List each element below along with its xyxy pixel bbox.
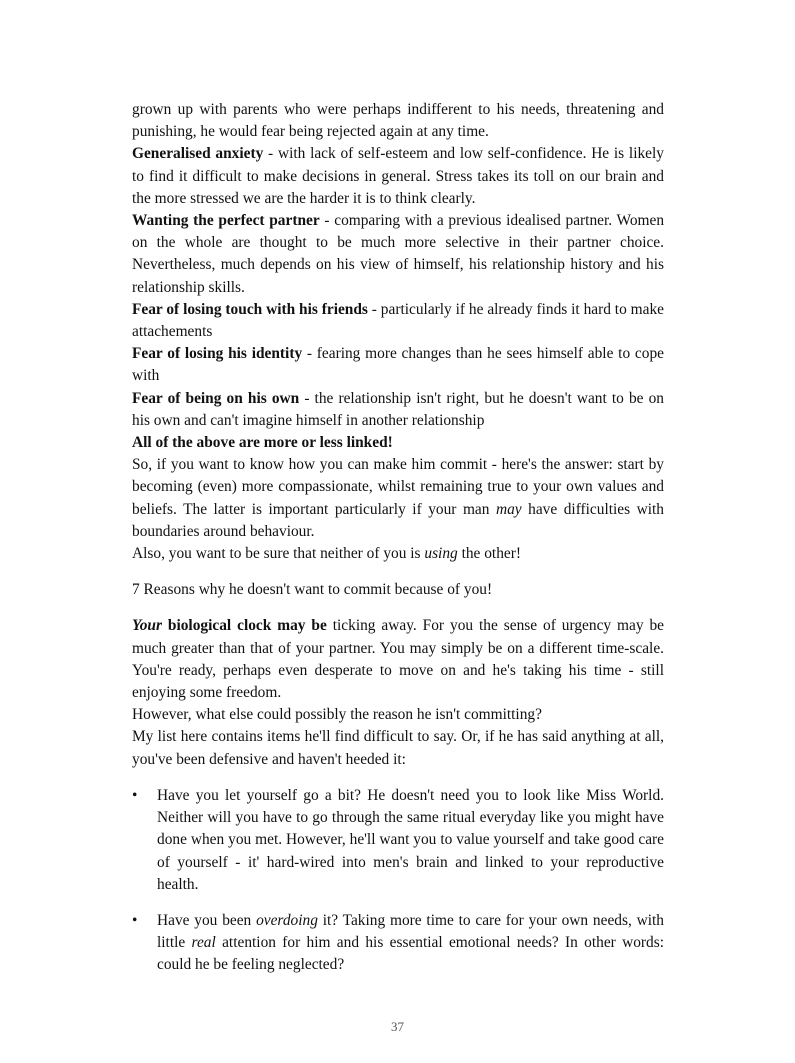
paragraph-text: - fearing more changes than he sees himself able to cope with: [132, 345, 664, 385]
paragraph-text: - the relationship isn't right, but he doesn't want to be on his own and can't imagine himself in another relationship: [132, 389, 664, 429]
bold-term-text: biological clock may be: [161, 617, 327, 635]
bold-term: Fear of losing touch with his friends: [132, 300, 368, 318]
bullet-text: Have you been: [157, 911, 257, 929]
bold-italic-word: Your: [132, 617, 162, 635]
paragraph-text: have difficulties with boundaries around behaviour.: [132, 500, 664, 540]
bold-term: Fear of being on his own: [132, 389, 300, 407]
paragraph-text: the other!: [457, 545, 521, 563]
page-number: 37: [391, 1019, 404, 1034]
section-heading-text: 7 Reasons why he doesn't want to commit because of you!: [132, 581, 493, 599]
paragraph-text: grown up with parents who were perhaps indifferent to his needs, threatening and punishing, he would fear being rejected again at any time.: [132, 101, 664, 141]
paragraph-what-else: [132, 704, 664, 726]
bullet-icon: •: [132, 786, 138, 804]
paragraph-being-on-own: [132, 388, 664, 432]
bullet-text: attention for him and his essential emotional needs? In other words: could he be feeling neglected?: [157, 934, 664, 974]
italic-word: real: [191, 934, 216, 952]
paragraph-text: However, what else could possibly the reason he isn't committing?: [132, 706, 542, 724]
italic-word: using: [424, 545, 458, 563]
italic-word: may: [495, 500, 522, 518]
bullet-item-overdoing: [132, 910, 664, 977]
bullet-icon: •: [132, 911, 138, 929]
paragraph-parent-background: [132, 99, 664, 143]
paragraph-text: - with lack of self-esteem and low self-confidence. He is likely to find it difficult to make decisions in general. Stress takes its toll on our brain and the more stressed we are the harder it is to think clearly.: [132, 145, 664, 207]
paragraph-perfect-partner: [132, 210, 664, 299]
paragraph-text: ticking away. For you the sense of urgency may be much greater than that of your partner. You may simply be on a different time-scale. You're ready, perhaps even desperate to move on and he's taking his time - still enjoying some freedom.: [132, 617, 665, 702]
bullet-text: it? Taking more time to care for your own needs, with little: [157, 911, 664, 952]
bold-statement: All of the above are more or less linked!: [132, 434, 393, 452]
bold-term: Fear of losing his identity: [132, 345, 303, 363]
bold-term: [132, 617, 327, 634]
paragraph-text: So, if you want to know how you can make him commit - here's the answer: start by becoming (even) more compassionate, whilst remaining true to your own values and beliefs. The latter is important particularly if your man: [132, 456, 664, 518]
italic-word: overdoing: [256, 911, 318, 929]
page-body: [132, 99, 664, 991]
bold-term: Generalised anxiety: [132, 145, 264, 163]
paragraph-losing-identity: [132, 343, 664, 387]
paragraph-text: - comparing with a previous idealised partner. Women on the whole are thought to be much more selective in their partner choice. Nevertheless, much depends on his view of himself, his relationship history and his relationship skills.: [132, 212, 665, 296]
paragraph-text: - particularly if he already finds it hard to make attachements: [132, 300, 664, 341]
bullet-text: Have you let yourself go a bit? He doesn't need you to look like Miss World. Neither will you have to go through the same ritual everyday like you might have done when you met. However, he'll want you to value yourself and take good care of yourself - it' hard-wired into men's brain and linked to your reproductive health.: [157, 786, 664, 893]
bold-term: Wanting the perfect partner: [132, 212, 320, 230]
paragraph-generalised-anxiety: [132, 143, 664, 210]
section-heading: [132, 579, 664, 601]
paragraph-biological-clock: [132, 615, 664, 704]
paragraph-using-each-other: [132, 543, 664, 565]
paragraph-text: Also, you want to be sure that neither of you is: [132, 545, 425, 563]
paragraph-losing-friends: [132, 299, 664, 343]
bullet-item-let-yourself-go: [132, 785, 664, 896]
paragraph-all-linked: [132, 432, 664, 454]
paragraph-my-list: [132, 726, 664, 770]
bullet-list: [132, 785, 664, 977]
paragraph-text: My list here contains items he'll find difficult to say. Or, if he has said anything at all, you've been defensive and haven't heeded it:: [132, 728, 664, 768]
paragraph-make-him-commit: [132, 454, 664, 543]
